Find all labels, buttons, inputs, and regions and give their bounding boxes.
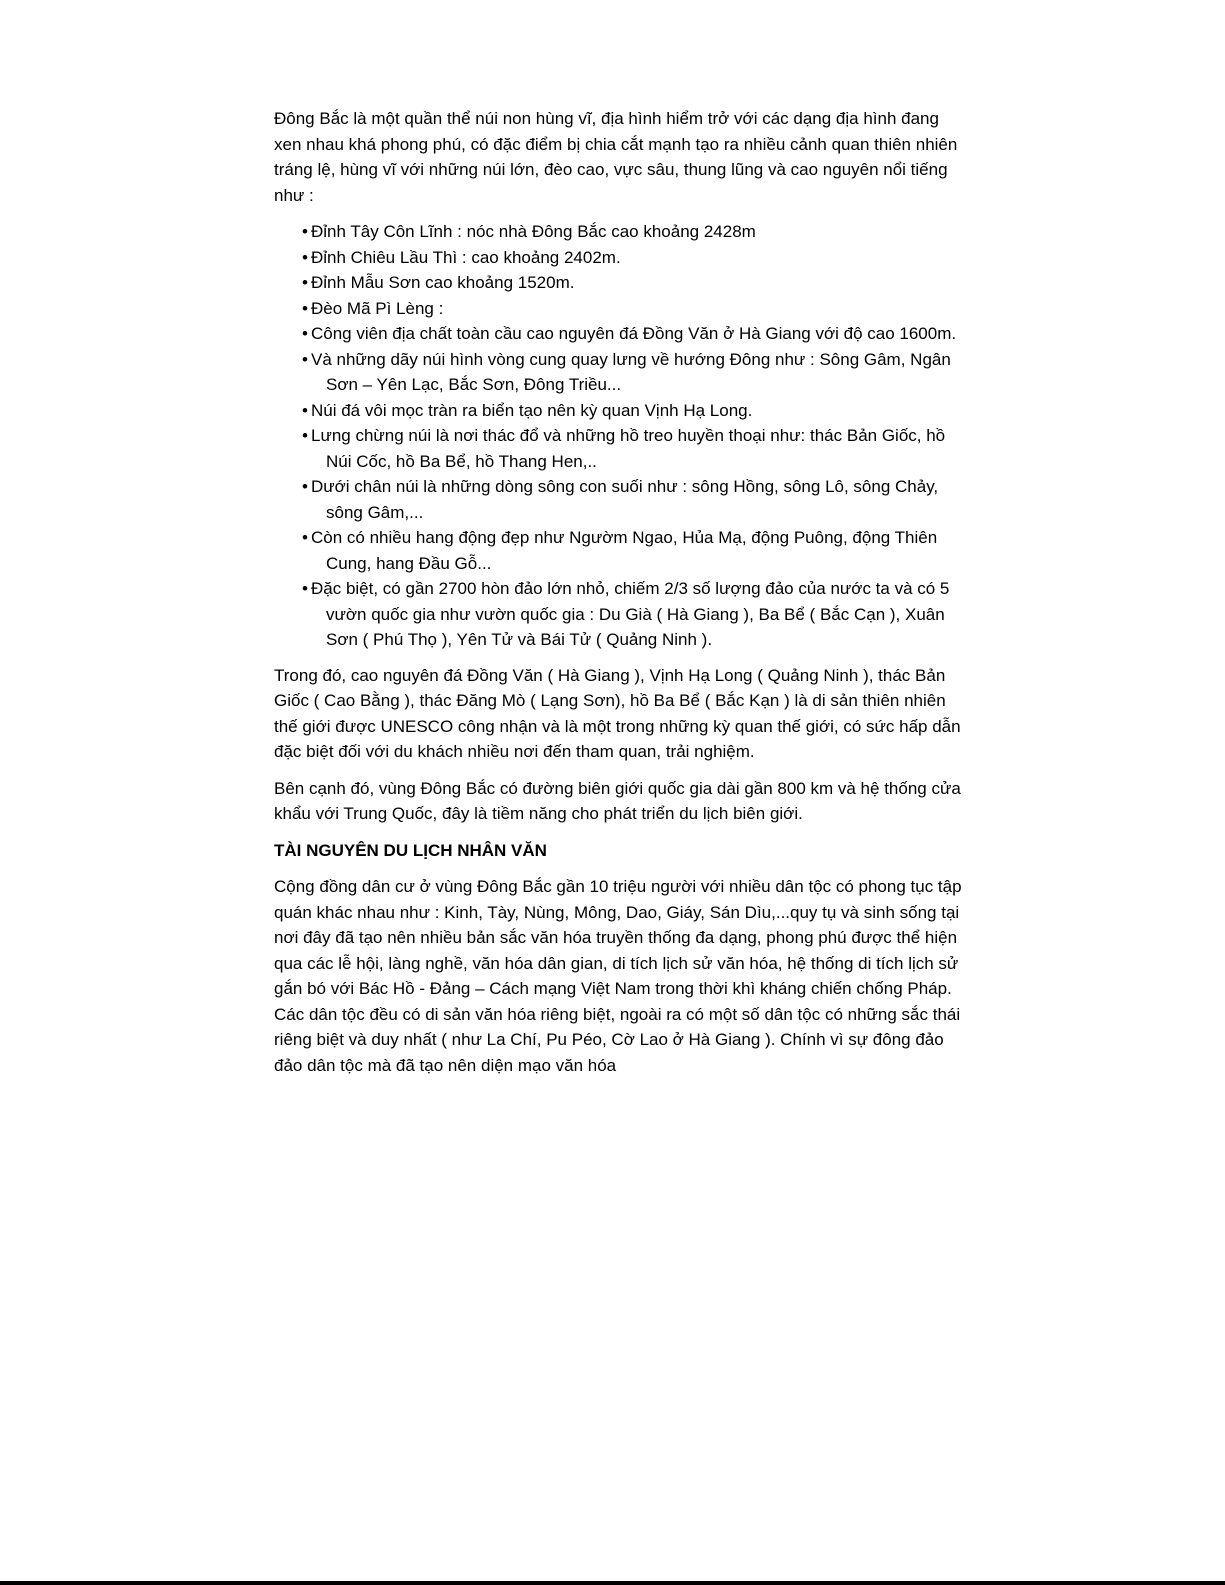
list-item bbox=[274, 525, 964, 576]
list-item bbox=[274, 423, 964, 474]
list-item bbox=[274, 296, 964, 322]
bullet-marker: • bbox=[302, 528, 308, 547]
bullet-marker: • bbox=[302, 477, 308, 496]
list-item-text: Đỉnh Chiêu Lầu Thì : cao khoảng 2402m. bbox=[311, 247, 621, 267]
document-page bbox=[274, 106, 964, 1089]
bullet-marker: • bbox=[302, 426, 308, 445]
list-item-text: Và những dãy núi hình vòng cung quay lưng về hướng Đông như : Sông Gâm, Ngân Sơn – Yên Lạc, Bắc Sơn, Đông Triều... bbox=[311, 349, 951, 394]
list-item bbox=[274, 347, 964, 398]
list-item-text: Đỉnh Mẫu Sơn cao khoảng 1520m. bbox=[311, 273, 575, 292]
intro-paragraph: Đông Bắc là một quần thể núi non hùng vĩ, địa hình hiểm trở với các dạng địa hình đang xen nhau khá phong phú, có đặc điểm bị chia cắt mạnh tạo ra nhiều cảnh quan thiên nhiên tráng lệ, hùng vĩ với những núi lớn, đèo cao, vực sâu, thung lũng và cao nguyên nổi tiếng như : bbox=[274, 109, 958, 205]
list-item-text: Còn có nhiều hang động đẹp như Ngườm Ngao, Hủa Mạ, động Puông, động Thiên Cung, hang Đầu Gỗ... bbox=[311, 528, 938, 573]
list-item-text: Đặc biệt, có gần 2700 hòn đảo lớn nhỏ, chiếm 2/3 số lượng đảo của nước ta và có 5 vườn quốc gia như vườn quốc gia : Du Già ( Hà Giang ), Ba Bể ( Bắc Cạn ), Xuân Sơn ( Phú Thọ ), Yên Tử và Bái Tử ( Quảng Ninh ). bbox=[311, 579, 950, 649]
bullet-marker: • bbox=[302, 298, 308, 318]
list-item bbox=[274, 576, 964, 653]
list-item-text: Lưng chừng núi là nơi thác đổ và những hồ treo huyền thoại như: thác Bản Giốc, hồ Núi Cốc, hồ Ba Bể, hồ Thang Hen,.. bbox=[311, 426, 946, 471]
list-item bbox=[274, 474, 964, 525]
list-item bbox=[274, 321, 964, 347]
list-item bbox=[274, 219, 964, 245]
page-bottom-edge bbox=[0, 1581, 1225, 1585]
list-item-text: Công viên địa chất toàn cầu cao nguyên đá Đồng Văn ở Hà Giang với độ cao 1600m. bbox=[311, 324, 957, 343]
bullet-marker: • bbox=[302, 400, 308, 420]
features-list bbox=[274, 219, 964, 653]
bullet-marker: • bbox=[302, 222, 308, 241]
list-item-text: Dưới chân núi là những dòng sông con suối như : sông Hồng, sông Lô, sông Chảy, sông Gâm,... bbox=[311, 477, 939, 522]
bullet-marker: • bbox=[302, 324, 308, 343]
section-heading: TÀI NGUYÊN DU LỊCH NHÂN VĂN bbox=[274, 840, 547, 860]
bullet-marker: • bbox=[302, 349, 308, 369]
list-item-text: Đỉnh Tây Côn Lĩnh : nóc nhà Đông Bắc cao khoảng 2428m bbox=[311, 222, 756, 241]
list-item bbox=[274, 270, 964, 296]
list-item bbox=[274, 245, 964, 271]
list-item bbox=[274, 398, 964, 424]
culture-paragraph: Cộng đồng dân cư ở vùng Đông Bắc gần 10 triệu người với nhiều dân tộc có phong tục tập quán khác nhau như : Kinh, Tày, Nùng, Mông, Dao, Giáy, Sán Dìu,...quy tụ và sinh sống tại nơi đây đã tạo nên nhiều bản sắc văn hóa truyền thống đa dạng, phong phú được thể hiện qua các lễ hội, làng nghề, văn hóa dân gian, di tích lịch sử văn hóa, hệ thống di tích lịch sử gắn bó với Bác Hồ - Đảng – Cách mạng Việt Nam trong thời khì kháng chiến chống Pháp. Các dân tộc đều có di sản văn hóa riêng biệt, ngoài ra có một số dân tộc có những sắc thái riêng biệt và duy nhất ( như La Chí, Pu Péo, Cờ Lao ở Hà Giang ). Chính vì sự đông đảo đảo dân tộc mà đã tạo nên diện mạo văn hóa bbox=[274, 877, 962, 1075]
list-item-text: Đèo Mã Pì Lèng : bbox=[311, 298, 444, 318]
border-paragraph: Bên cạnh đó, vùng Đông Bắc có đường biên giới quốc gia dài gần 800 km và hệ thống cửa khẩu với Trung Quốc, đây là tiềm năng cho phát triển du lịch biên giới. bbox=[274, 778, 961, 823]
bullet-marker: • bbox=[302, 579, 308, 598]
heritage-paragraph: Trong đó, cao nguyên đá Đồng Văn ( Hà Giang ), Vịnh Hạ Long ( Quảng Ninh ), thác Bản Giốc ( Cao Bằng ), thác Đăng Mò ( Lạng Sơn), hồ Ba Bể ( Bắc Kạn ) là di sản thiên nhiên thế giới được UNESCO công nhận và là một trong những kỳ quan thế giới, có sức hấp dẫn đặc biệt đối với du khách nhiều nơi đến tham quan, trải nghiệm. bbox=[274, 665, 961, 761]
bullet-marker: • bbox=[302, 247, 308, 267]
list-item-text: Núi đá vôi mọc tràn ra biển tạo nên kỳ quan Vịnh Hạ Long. bbox=[311, 400, 753, 420]
bullet-marker: • bbox=[302, 273, 308, 292]
